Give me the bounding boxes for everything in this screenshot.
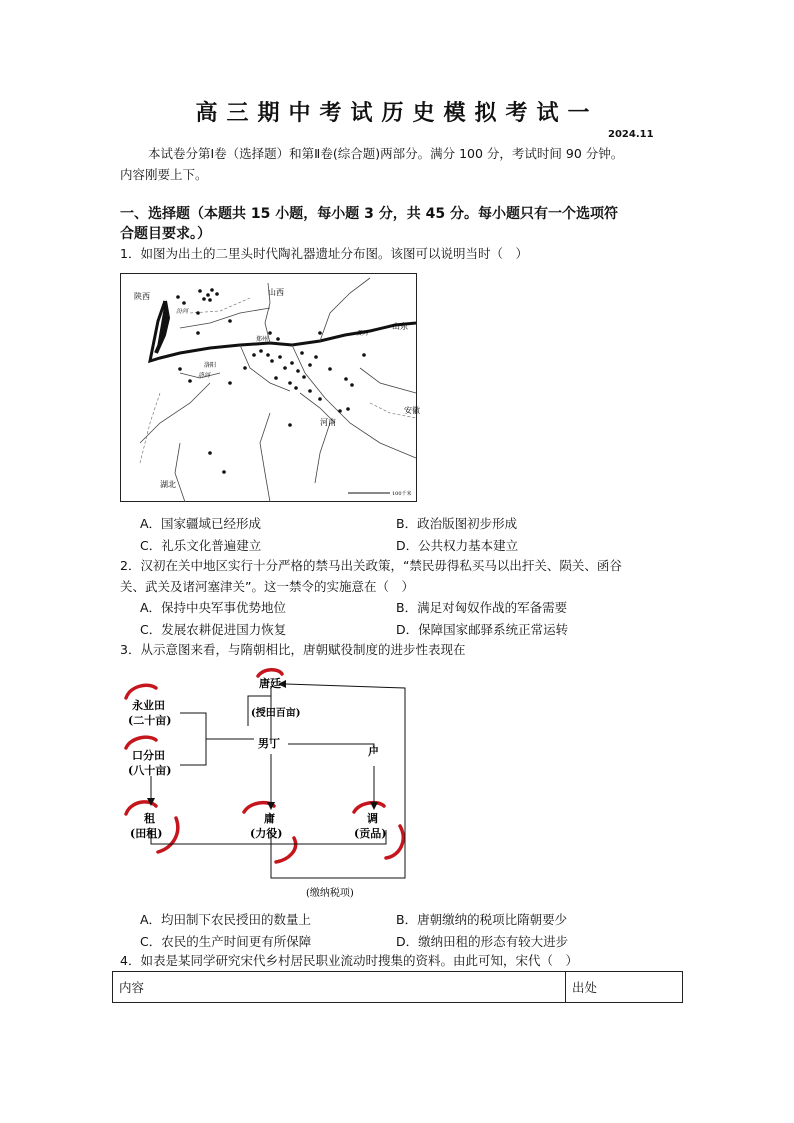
q4-stem: 4．如表是某同学研究宋代乡村居民职业流动时搜集的资料。由此可知，宋代（ ） [120,953,578,968]
intro-line-2: 内容刚要上下。 [120,167,208,182]
node-diao: 调 [367,812,378,825]
q3-option-c: C．农民的生产时间更有所保障 [140,934,312,949]
map-label-henan: 河南 [320,418,336,427]
map-label-scale: 100千米 [392,491,412,497]
node-yong: 庸 [264,812,275,825]
q2-option-b: B．满足对匈奴作战的军备需要 [396,600,568,615]
node-diao-sub: (贡品) [354,827,387,840]
node-yong-sub: (力役) [250,827,283,840]
q1-option-a: A．国家疆域已经形成 [140,516,262,531]
node-court: 唐廷 [259,677,281,690]
section-heading-line-1: 一、选择题（本题共 15 小题，每小题 3 分，共 45 分。每小题只有一个选项符 [120,206,618,222]
map-label-zhengzhou: 郑州 [256,336,269,343]
node-koufen-sub: (八十亩) [128,764,172,777]
table-header-source: 出处 [566,972,683,1003]
q3-option-d: D．缴纳田租的形态有较大进步 [396,934,569,949]
map-label-luo-river: 洛河 [198,372,211,379]
q2-option-c: C．发展农耕促进国力恢复 [140,622,287,637]
map-label-hubei: 湖北 [160,480,176,489]
q2-option-d: D．保障国家邮驿系统正常运转 [396,622,569,637]
q2-stem-line-2: 关、武关及诸河塞津关”。这一禁令的实施意在（ ） [120,579,414,594]
node-yongye-label: 永业田 [132,699,165,712]
node-yongye-sub: (二十亩) [128,714,172,727]
q3-option-b: B．唐朝缴纳的税项比隋朝要少 [396,912,568,927]
table-row [113,972,683,1003]
table-header-content: 内容 [113,972,566,1003]
intro-line-1: 本试卷分第Ⅰ卷（选择题）和第Ⅱ卷(综合题)两部分。满分 100 分，考试时间 90 分钟。 [148,146,624,161]
section-heading-line-2: 合题目要求。） [120,226,211,242]
node-household: 户 [368,745,379,758]
q1-option-c: C．礼乐文化普遍建立 [140,538,262,553]
q4-source-table [112,971,683,1003]
erlitou-site-map [120,273,420,502]
map-label-fen-river: 汾河 [176,308,189,315]
node-koufen-label: 口分田 [132,749,165,762]
q2-stem-line-1: 2．汉初在关中地区实行十分严格的禁马出关政策，“禁民毋得私买马以出扞关、陨关、函谷 [120,558,622,573]
map-label-shanxi: 山西 [268,288,284,297]
q1-stem: 1．如图为出土的二里头时代陶礼器遗址分布图。该图可以说明当时（ ） [120,246,528,261]
section-heading [120,204,618,244]
map-label-yellow-river: 黄河 [356,330,369,337]
q2-option-a: A．保持中央军事优势地位 [140,600,287,615]
q1-option-d: D．公共权力基本建立 [396,538,519,553]
q3-stem: 3．从示意图来看，与隋朝相比，唐朝赋役制度的进步性表现在 [120,642,466,657]
map-label-shandong: 山东 [392,322,408,331]
map-label-luoyang: 洛阳 [204,362,217,369]
node-grant: (授田百亩) [251,708,301,719]
map-label-anhui: 安徽 [404,406,420,415]
map-label-shaanxi: 陕西 [134,292,150,301]
q1-option-b: B．政治版图初步形成 [396,516,518,531]
tang-tax-diagram [118,666,418,900]
node-zu-sub: (田租) [130,827,163,840]
node-man: 男丁 [258,737,280,750]
node-tax-label: (缴纳税项) [306,888,354,899]
node-zu: 租 [144,812,155,825]
q3-option-a: A．均田制下农民授田的数量上 [140,912,312,927]
exam-title: 高三期中考试历史模拟考试一 [195,100,599,126]
exam-date: 2024.11 [608,129,654,140]
